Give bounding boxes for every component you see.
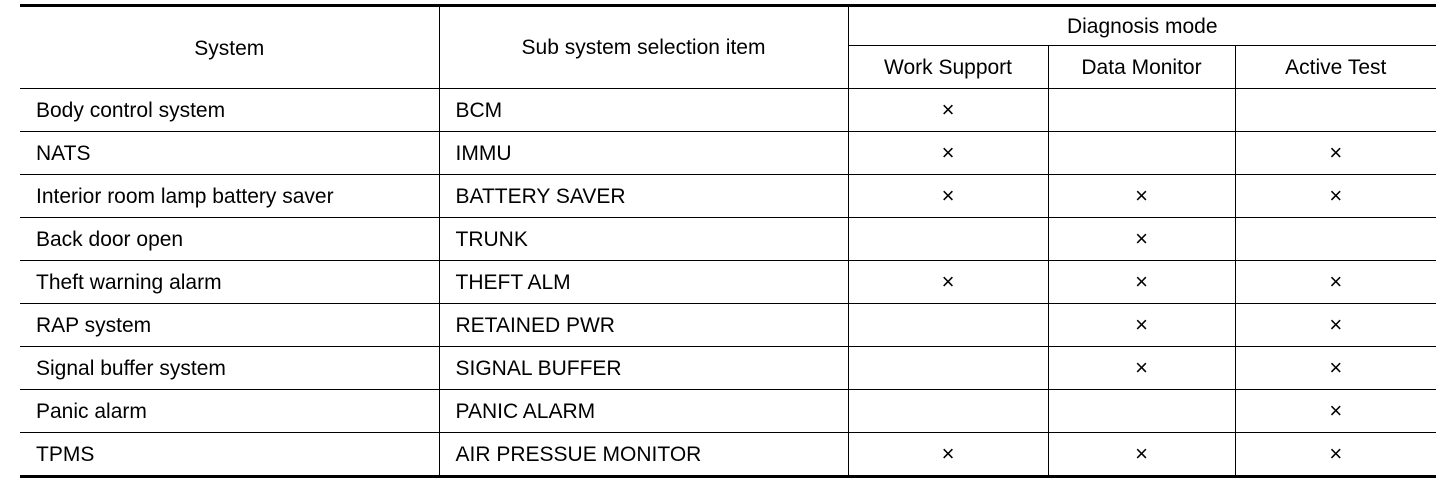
table-row: [20, 347, 1436, 390]
system-column-header: System: [20, 6, 439, 89]
data-monitor-cell: ×: [1048, 433, 1235, 477]
table-row: [20, 132, 1436, 175]
data-monitor-cell: [1048, 132, 1235, 175]
sub-system-column-header: Sub system selection item: [439, 6, 848, 89]
data-monitor-cell: [1048, 89, 1235, 132]
work-support-cell: ×: [848, 132, 1048, 175]
system-cell: NATS: [20, 132, 439, 175]
data-monitor-cell: ×: [1048, 304, 1235, 347]
active-test-cell: ×: [1235, 132, 1436, 175]
data-monitor-cell: ×: [1048, 175, 1235, 218]
work-support-cell: ×: [848, 175, 1048, 218]
active-test-cell: [1235, 218, 1436, 261]
work-support-column-header: Work Support: [848, 46, 1048, 89]
active-test-column-header: Active Test: [1235, 46, 1436, 89]
table-row: [20, 433, 1436, 477]
table-row: [20, 261, 1436, 304]
diagnosis-mode-table: [20, 4, 1436, 478]
work-support-cell: ×: [848, 89, 1048, 132]
system-cell: Interior room lamp battery saver: [20, 175, 439, 218]
active-test-cell: ×: [1235, 304, 1436, 347]
system-cell: Back door open: [20, 218, 439, 261]
system-cell: Signal buffer system: [20, 347, 439, 390]
data-monitor-cell: ×: [1048, 218, 1235, 261]
work-support-cell: ×: [848, 261, 1048, 304]
table-row: [20, 175, 1436, 218]
work-support-cell: [848, 218, 1048, 261]
work-support-cell: [848, 347, 1048, 390]
sub-system-cell: BCM: [439, 89, 848, 132]
active-test-cell: ×: [1235, 347, 1436, 390]
sub-system-cell: THEFT ALM: [439, 261, 848, 304]
table-row: [20, 89, 1436, 132]
active-test-cell: [1235, 89, 1436, 132]
system-cell: Body control system: [20, 89, 439, 132]
diagnosis-mode-header: Diagnosis mode: [848, 6, 1436, 46]
work-support-cell: ×: [848, 433, 1048, 477]
system-cell: Panic alarm: [20, 390, 439, 433]
data-monitor-cell: [1048, 390, 1235, 433]
active-test-cell: ×: [1235, 261, 1436, 304]
table-row: [20, 218, 1436, 261]
table-body: [20, 89, 1436, 477]
sub-system-cell: BATTERY SAVER: [439, 175, 848, 218]
data-monitor-column-header: Data Monitor: [1048, 46, 1235, 89]
work-support-cell: [848, 390, 1048, 433]
active-test-cell: ×: [1235, 433, 1436, 477]
data-monitor-cell: ×: [1048, 347, 1235, 390]
active-test-cell: ×: [1235, 175, 1436, 218]
sub-system-cell: IMMU: [439, 132, 848, 175]
sub-system-cell: RETAINED PWR: [439, 304, 848, 347]
diagnosis-table-container: [20, 4, 1436, 478]
table-row: [20, 304, 1436, 347]
sub-system-cell: SIGNAL BUFFER: [439, 347, 848, 390]
sub-system-cell: TRUNK: [439, 218, 848, 261]
system-cell: TPMS: [20, 433, 439, 477]
system-cell: RAP system: [20, 304, 439, 347]
system-cell: Theft warning alarm: [20, 261, 439, 304]
table-row: [20, 390, 1436, 433]
sub-system-cell: AIR PRESSUE MONITOR: [439, 433, 848, 477]
sub-system-cell: PANIC ALARM: [439, 390, 848, 433]
data-monitor-cell: ×: [1048, 261, 1235, 304]
table-header: [20, 6, 1436, 89]
active-test-cell: ×: [1235, 390, 1436, 433]
work-support-cell: [848, 304, 1048, 347]
